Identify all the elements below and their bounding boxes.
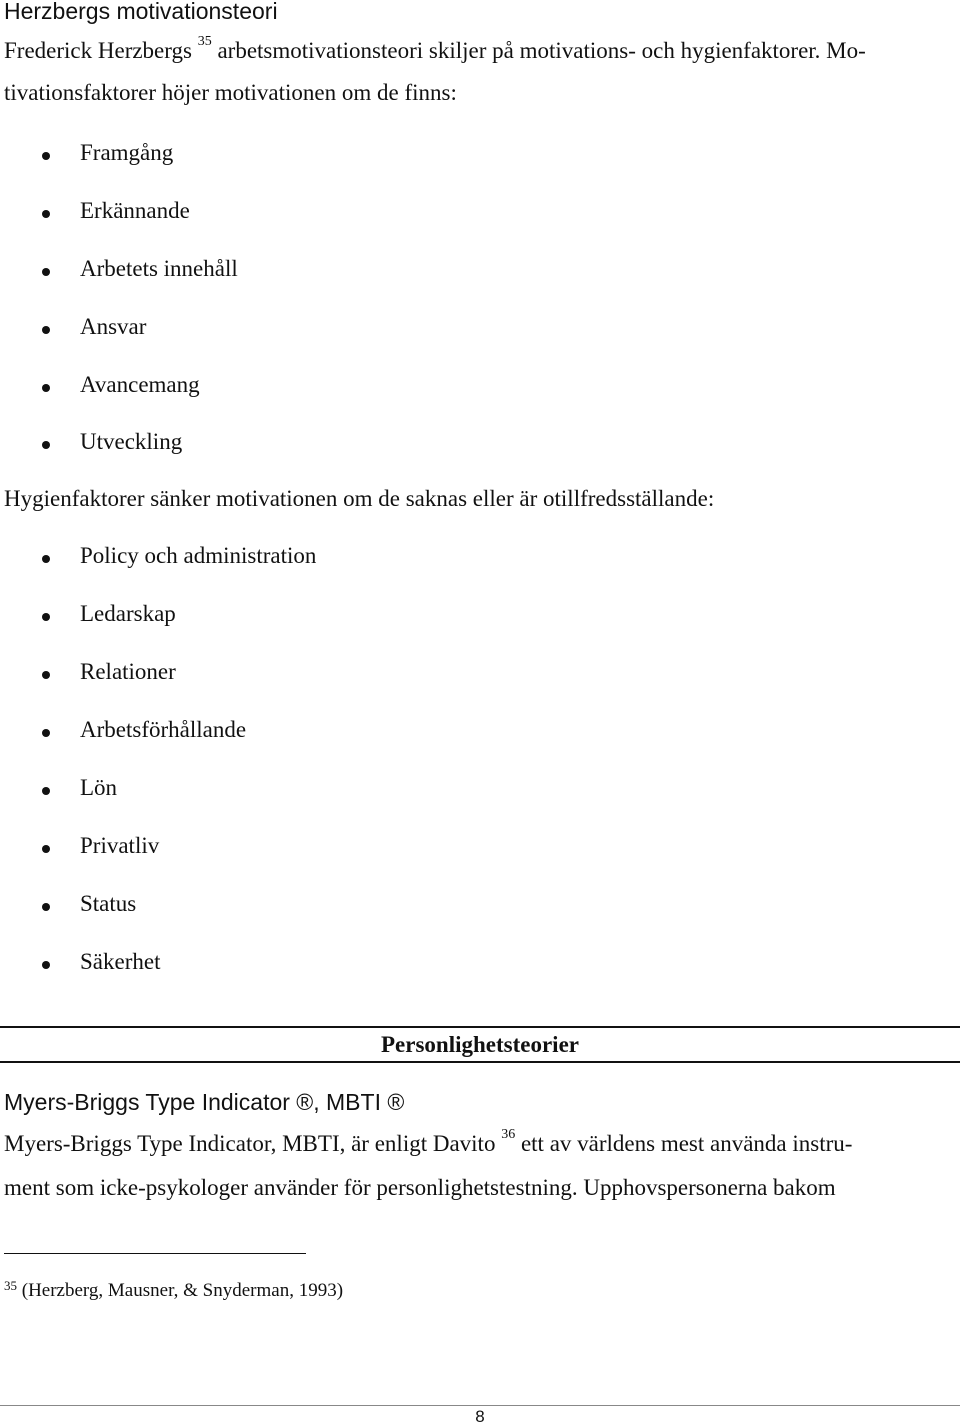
list-item-label: Policy och administration: [80, 543, 317, 568]
subheading: Myers-Briggs Type Indicator ®, MBTI ®: [4, 1089, 405, 1115]
list-item-label: Ansvar: [80, 314, 147, 339]
list-item-label: Erkännande: [80, 198, 190, 223]
mbti-line-1-end: ett av världens mest använda instru-: [520, 1131, 853, 1156]
bullet-icon: [42, 326, 50, 334]
bullet-icon: [42, 210, 50, 218]
bullet-icon: [42, 671, 50, 679]
footnote-number: 35: [4, 1278, 17, 1293]
list-item-label: Ledarskap: [80, 601, 176, 626]
list-item-label: Avancemang: [80, 372, 200, 397]
bullet-icon: [42, 903, 50, 911]
bullet-icon: [42, 613, 50, 621]
footnote-separator: [4, 1253, 306, 1254]
mbti-line-1: [4, 1127, 853, 1157]
footnote: [4, 1280, 343, 1302]
chapter-top-rule: [0, 1026, 960, 1028]
list-item-label: Säkerhet: [80, 949, 161, 974]
mbti-line-1-start: Myers-Briggs Type Indicator, MBTI, är enligt Davito: [4, 1131, 496, 1156]
footnote-ref-36[interactable]: 36: [501, 1127, 516, 1142]
list-item-label: Lön: [80, 775, 118, 800]
mbti-line-2: ment som icke-psykologer använder för personlighetstestning. Upphovspersonerna bakom: [4, 1175, 836, 1200]
bullet-icon: [42, 787, 50, 795]
intro-line-2: tivationsfaktorer höjer motivationen om de finns:: [4, 80, 457, 105]
bullet-icon: [42, 845, 50, 853]
list-item-label: Arbetsförhållande: [80, 717, 247, 742]
intro-line-1-start: Frederick Herzbergs: [4, 38, 192, 63]
intro-line-1: [4, 34, 866, 64]
chapter-bottom-rule: [0, 1061, 960, 1063]
hygiene-intro: Hygienfaktorer sänker motivationen om de saknas eller är otillfredsställande:: [4, 486, 715, 511]
list-item-label: Relationer: [80, 659, 176, 684]
bullet-icon: [42, 555, 50, 563]
list-item-label: Utveckling: [80, 429, 183, 454]
page-footer-rule: [0, 1405, 960, 1406]
list-item-label: Status: [80, 891, 137, 916]
footnote-ref-35[interactable]: 35: [197, 34, 212, 49]
bullet-icon: [42, 268, 50, 276]
bullet-icon: [42, 729, 50, 737]
list-item-label: Arbetets innehåll: [80, 256, 238, 281]
chapter-heading: Personlighetsteorier: [381, 1032, 579, 1057]
section-heading: Herzbergs motivationsteori: [4, 0, 278, 24]
intro-line-1-end: arbetsmotivationsteori skiljer på motivations- och hygienfaktorer. Mo-: [217, 38, 866, 63]
bullet-icon: [42, 441, 50, 449]
list-item-label: Framgång: [80, 140, 174, 165]
bullet-icon: [42, 961, 50, 969]
footnote-text: (Herzberg, Mausner, & Snyderman, 1993): [21, 1280, 344, 1301]
bullet-icon: [42, 384, 50, 392]
bullet-icon: [42, 152, 50, 160]
page-number: 8: [475, 1407, 485, 1426]
list-item-label: Privatliv: [80, 833, 160, 858]
